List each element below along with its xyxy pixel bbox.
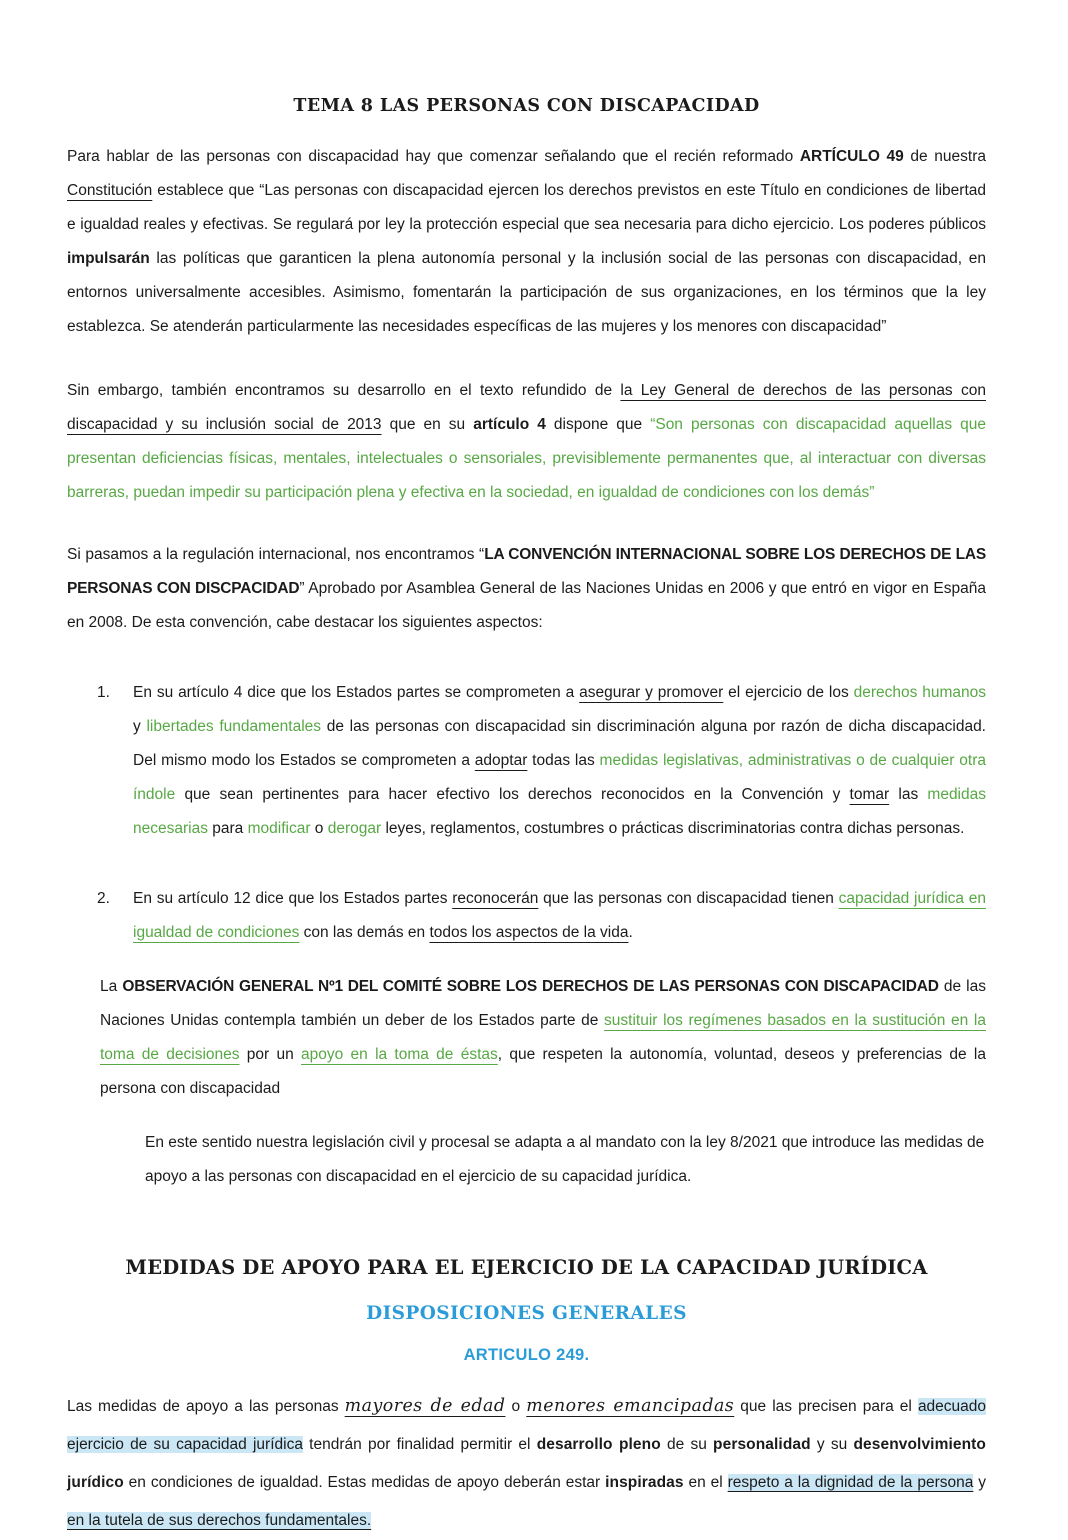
text-segment: asegurar y promover <box>579 684 724 701</box>
text-segment: apoyo en la toma de éstas <box>301 1046 498 1063</box>
text-segment: que las precisen para el <box>734 1398 918 1415</box>
text-segment: de nuestra <box>903 148 986 165</box>
section-heading-articulo-249: ARTICULO 249. <box>463 1346 590 1364</box>
text-segment: respeto a la dignidad de la persona <box>727 1474 974 1491</box>
text-segment: las políticas que garanticen la plena autonomía personal y la inclusión social de las personas con discapacidad, en entornos universalmente accesibles. Asimismo, fomentarán la participación de sus organizaciones, en los términos que la ley establezca. Se atenderán particularmente las necesidades específicas de las mujeres y los menores con discapacidad” <box>67 250 986 335</box>
text-segment: de las personas con discapacidad sin discriminación alguna por razón de dicha discapacidad. Del mismo modo los Estados se comprometen a <box>133 718 986 769</box>
text-segment: menores emancipadas <box>526 1396 735 1416</box>
text-segment: en la tutela de sus derechos fundamentales. <box>67 1512 372 1529</box>
text-segment: y <box>973 1474 987 1491</box>
text-segment: adecuado ejercicio de su capacidad jurídica <box>67 1398 987 1453</box>
text-segment: establece que “Las personas con discapacidad ejercen los derechos previstos en este Título en condiciones de libertad e igualdad reales y efectivas. Se regulará por ley la protección especial que sea necesaria para dicho ejercicio. Los poderes públicos <box>67 182 986 233</box>
text-segment: desenvolvimiento jurídico <box>67 1436 986 1491</box>
paragraph-ley-8-2021 <box>145 1126 986 1194</box>
text-segment: en el <box>683 1474 728 1491</box>
text-segment: artículo 4 <box>473 416 546 433</box>
list-item-articulo-4 <box>97 676 986 846</box>
text-segment: medidas necesarias <box>133 786 986 837</box>
text-segment: La <box>100 978 123 995</box>
paragraph-articulo-249-texto <box>67 1387 986 1540</box>
text-segment: leyes, reglamentos, costumbres o prácticas discriminatorias contra dichas personas. <box>381 820 965 837</box>
text-segment: y <box>133 718 147 735</box>
text-segment: En su artículo 4 dice que los Estados partes se comprometen a <box>133 684 580 701</box>
text-segment: . <box>628 924 633 941</box>
text-segment: reconocerán <box>452 890 539 907</box>
text-segment: que en su <box>381 416 474 433</box>
text-segment: ARTÍCULO 49 <box>799 148 904 165</box>
text-segment: o <box>505 1398 527 1415</box>
numbered-list <box>67 676 986 950</box>
text-segment: derogar <box>327 820 382 837</box>
text-segment: tomar <box>849 786 890 803</box>
text-segment: Para hablar de las personas con discapacidad hay que comenzar señalando que el recién reformado <box>67 148 800 165</box>
text-segment: en condiciones de igualdad. Estas medidas de apoyo deberán estar <box>123 1474 606 1491</box>
paragraph-regulacion-internacional <box>67 538 986 640</box>
text-segment: Si pasamos a la regulación internacional, nos encontramos “ <box>67 546 485 563</box>
text-segment: medidas legislativas, administrativas o de cualquier otra índole <box>133 752 986 803</box>
text-segment: En este sentido nuestra legislación civil y procesal se adapta a al mandato con la ley 8/2021 que introduce las medidas de apoyo a las personas con discapacidad en el ejercicio de su capacidad jurídica. <box>145 1134 985 1185</box>
list-item-articulo-12 <box>97 882 986 950</box>
text-segment: Las medidas de apoyo a las personas <box>67 1398 345 1415</box>
text-segment: desarrollo pleno <box>536 1436 661 1453</box>
text-segment: En su artículo 12 dice que los Estados partes <box>133 890 453 907</box>
text-segment: el ejercicio de los <box>723 684 854 701</box>
text-segment: impulsarán <box>67 250 150 267</box>
paragraph-observacion-general <box>100 970 986 1106</box>
text-segment: sustituir los regímenes basados en la sustitución en la toma de decisiones <box>100 1012 986 1063</box>
text-segment: LA CONVENCIÓN INTERNACIONAL SOBRE LOS DERECHOS DE LAS PERSONAS CON DISCPACIDAD <box>67 546 986 597</box>
text-segment: de las Naciones Unidas contempla también un deber de los Estados parte de <box>100 978 986 1029</box>
text-segment: , que respeten la autonomía, voluntad, deseos y preferencias de la persona con discapacidad <box>100 1046 986 1097</box>
text-segment: y su <box>810 1436 854 1453</box>
text-segment: las <box>889 786 928 803</box>
text-segment: derechos humanos <box>853 684 986 701</box>
text-segment: personalidad <box>713 1436 811 1453</box>
text-segment: por un <box>239 1046 302 1063</box>
list-item-number: 1. <box>97 684 110 701</box>
text-segment: todas las <box>527 752 600 769</box>
list-item-body <box>133 676 986 846</box>
text-segment: con las demás en <box>299 924 430 941</box>
text-segment: mayores de edad <box>344 1396 506 1416</box>
text-segment: o <box>310 820 328 837</box>
page-title: TEMA 8 LAS PERSONAS CON DISCAPACIDAD <box>293 96 760 116</box>
paragraph-ley-general-2013 <box>67 374 986 510</box>
text-segment: de su <box>660 1436 714 1453</box>
paragraph-intro <box>67 140 986 344</box>
text-segment: OBSERVACIÓN GENERAL Nº1 DEL COMITÉ SOBRE LOS DERECHOS DE LAS PERSONAS CON DISCAPACIDAD <box>122 978 939 995</box>
text-segment: Constitución <box>67 182 153 199</box>
text-segment: adoptar <box>474 752 528 769</box>
text-segment: modificar <box>247 820 311 837</box>
text-segment: tendrán por finalidad permitir el <box>302 1436 537 1453</box>
section-heading-disposiciones-generales: DISPOSICIONES GENERALES <box>366 1303 687 1324</box>
text-segment: capacidad jurídica en igualdad de condiciones <box>133 890 986 941</box>
text-segment: que sean pertinentes para hacer efectivo los derechos reconocidos en la Convención y <box>175 786 850 803</box>
text-segment: Sin embargo, también encontramos su desarrollo en el texto refundido de <box>67 382 621 399</box>
list-item-number: 2. <box>97 890 110 907</box>
section-heading-medidas-de-apoyo: MEDIDAS DE APOYO PARA EL EJERCICIO DE LA CAPACIDAD JURÍDICA <box>125 1256 928 1279</box>
text-segment: ” Aprobado por Asamblea General de las Naciones Unidas en 2006 y que entró en vigor en España en 2008. De esta convención, cabe destacar los siguientes aspectos: <box>67 580 986 631</box>
text-segment: inspiradas <box>605 1474 684 1491</box>
text-segment: para <box>207 820 248 837</box>
text-segment: dispone que <box>545 416 651 433</box>
text-segment: todos los aspectos de la vida <box>429 924 629 941</box>
text-segment: “Son personas con discapacidad aquellas que presentan deficiencias físicas, mentales, intelectuales o sensoriales, previsiblemente permanentes que, al interactuar con diversas barreras, puedan impedir su participación plena y efectiva en la sociedad, en igualdad de condiciones con los demás” <box>67 416 986 501</box>
text-segment: que las personas con discapacidad tienen <box>538 890 839 907</box>
text-segment: libertades fundamentales <box>146 718 322 735</box>
list-item-body <box>133 882 986 950</box>
text-segment: la Ley General de derechos de las personas con discapacidad y su inclusión social de 2013 <box>67 382 986 433</box>
